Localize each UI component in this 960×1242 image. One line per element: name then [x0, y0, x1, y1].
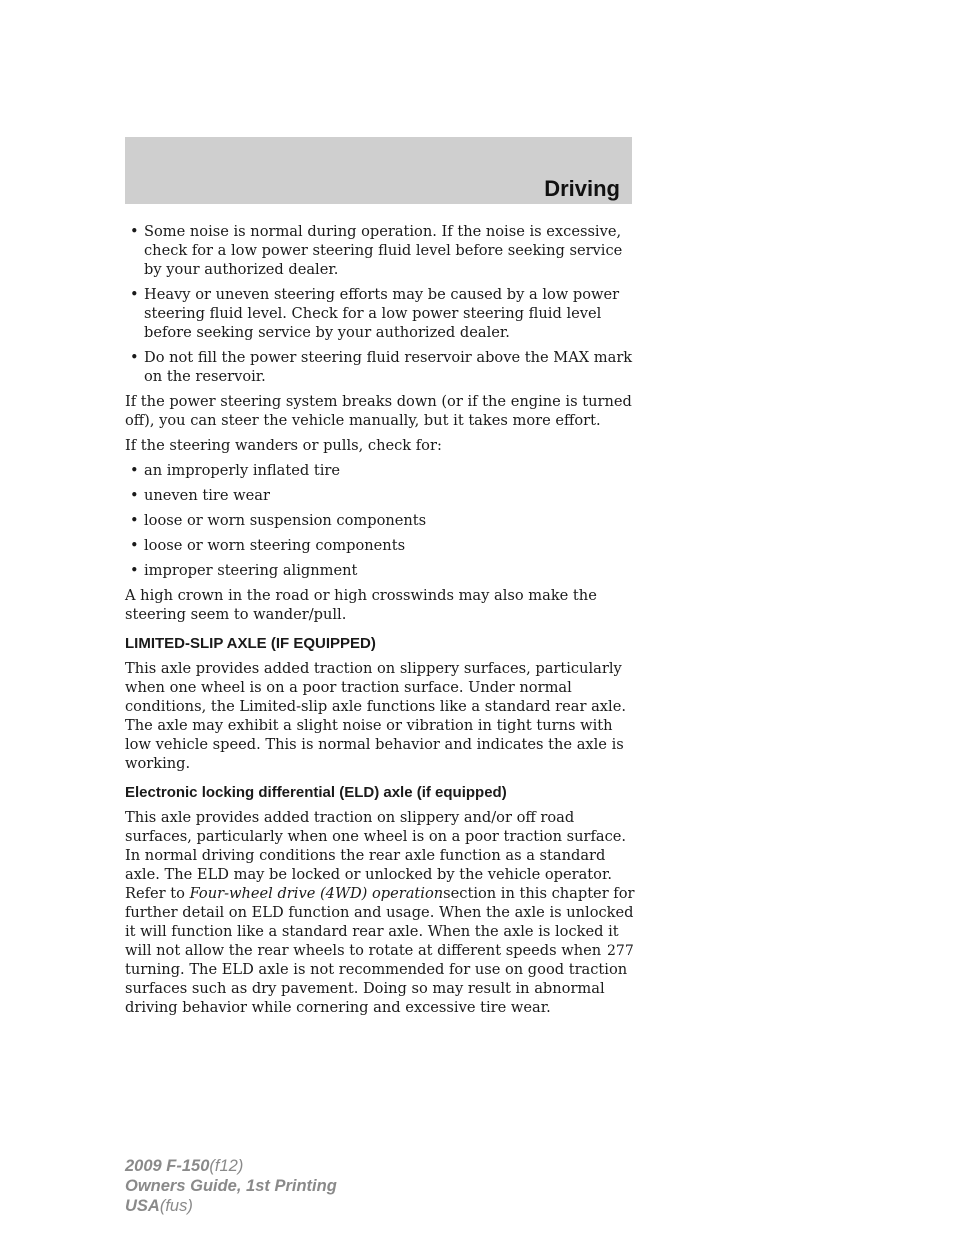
cross-reference-4wd: Four-wheel drive (4WD) operation	[189, 885, 444, 902]
list-item: • Some noise is normal during operation. If the noise is excessive, check for a low power steering fluid level before seeking service by your authorized dealer.	[130, 223, 623, 278]
page-number: 277	[607, 943, 634, 959]
heading-limited-slip: LIMITED-SLIP AXLE (IF EQUIPPED)	[125, 635, 376, 652]
list-item: • loose or worn steering components	[130, 537, 406, 554]
section-header-band	[125, 137, 632, 204]
list-item: • Heavy or uneven steering efforts may be caused by a low power steering fluid level. Check for a low power steering fluid level before seeking service by your authorized dealer.	[130, 286, 620, 341]
paragraph-breakdown: If the power steering system breaks down (or if the engine is turned off), you can steer the vehicle manually, but it takes more effort.	[125, 393, 632, 429]
print-footer	[125, 1156, 337, 1216]
bullet-icon: •	[130, 286, 139, 303]
bullet-icon: •	[130, 223, 139, 240]
paragraph-limited-slip: This axle provides added traction on slippery surfaces, particularly when one wheel is on a poor traction surface. Under normal conditions, the Limited-slip axle functions like a standard rear axle. The axle may exhibit a slight noise or vibration in tight turns with low vehicle speed. This is normal behavior and indicates the axle is working.	[125, 660, 626, 772]
list-item: • Do not fill the power steering fluid reservoir above the MAX mark on the reservoir.	[130, 349, 633, 385]
list-item: • improper steering alignment	[130, 562, 358, 579]
heading-eld: Electronic locking differential (ELD) axle (if equipped)	[125, 784, 507, 801]
list-item: • uneven tire wear	[130, 487, 270, 504]
paragraph-crown: A high crown in the road or high crosswinds may also make the steering seem to wander/pull.	[125, 587, 597, 623]
section-title: Driving	[544, 176, 620, 201]
bullet-icon: •	[130, 512, 139, 529]
footer-model-code: (f12)	[209, 1157, 244, 1175]
paragraph-wander-intro: If the steering wanders or pulls, check for:	[125, 437, 442, 454]
bullet-icon: •	[130, 487, 139, 504]
bullet-icon: •	[130, 349, 139, 366]
list-item: • loose or worn suspension components	[130, 512, 427, 529]
bullet-icon: •	[130, 537, 139, 554]
footer-model: 2009 F-150	[125, 1157, 210, 1175]
bullet-icon: •	[130, 462, 139, 479]
footer-market-code: (fus)	[159, 1197, 193, 1215]
footer-market: USA	[125, 1197, 160, 1215]
page-content	[125, 222, 635, 1023]
paragraph-eld: This axle provides added traction on slippery and/or off road surfaces, particularly when one wheel is on a poor traction surface. In normal driving conditions the rear axle function as a standard axle. The ELD may be locked or unlocked by the vehicle operator. Refer to Four-wheel drive (4WD) operationsection in this chapter for further detail on ELD function and usage. When the axle is unlocked it will function like a standard rear axle. When the axle is locked it will not allow the rear wheels to rotate at different speeds when turning. The ELD axle is not recommended for use on good traction surfaces such as dry pavement. Doing so may result in abnormal driving behavior while cornering and excessive tire wear.	[125, 809, 635, 1016]
footer-guide: Owners Guide, 1st Printing	[125, 1177, 337, 1195]
bullet-icon: •	[130, 562, 139, 579]
list-item: • an improperly inflated tire	[130, 462, 340, 479]
